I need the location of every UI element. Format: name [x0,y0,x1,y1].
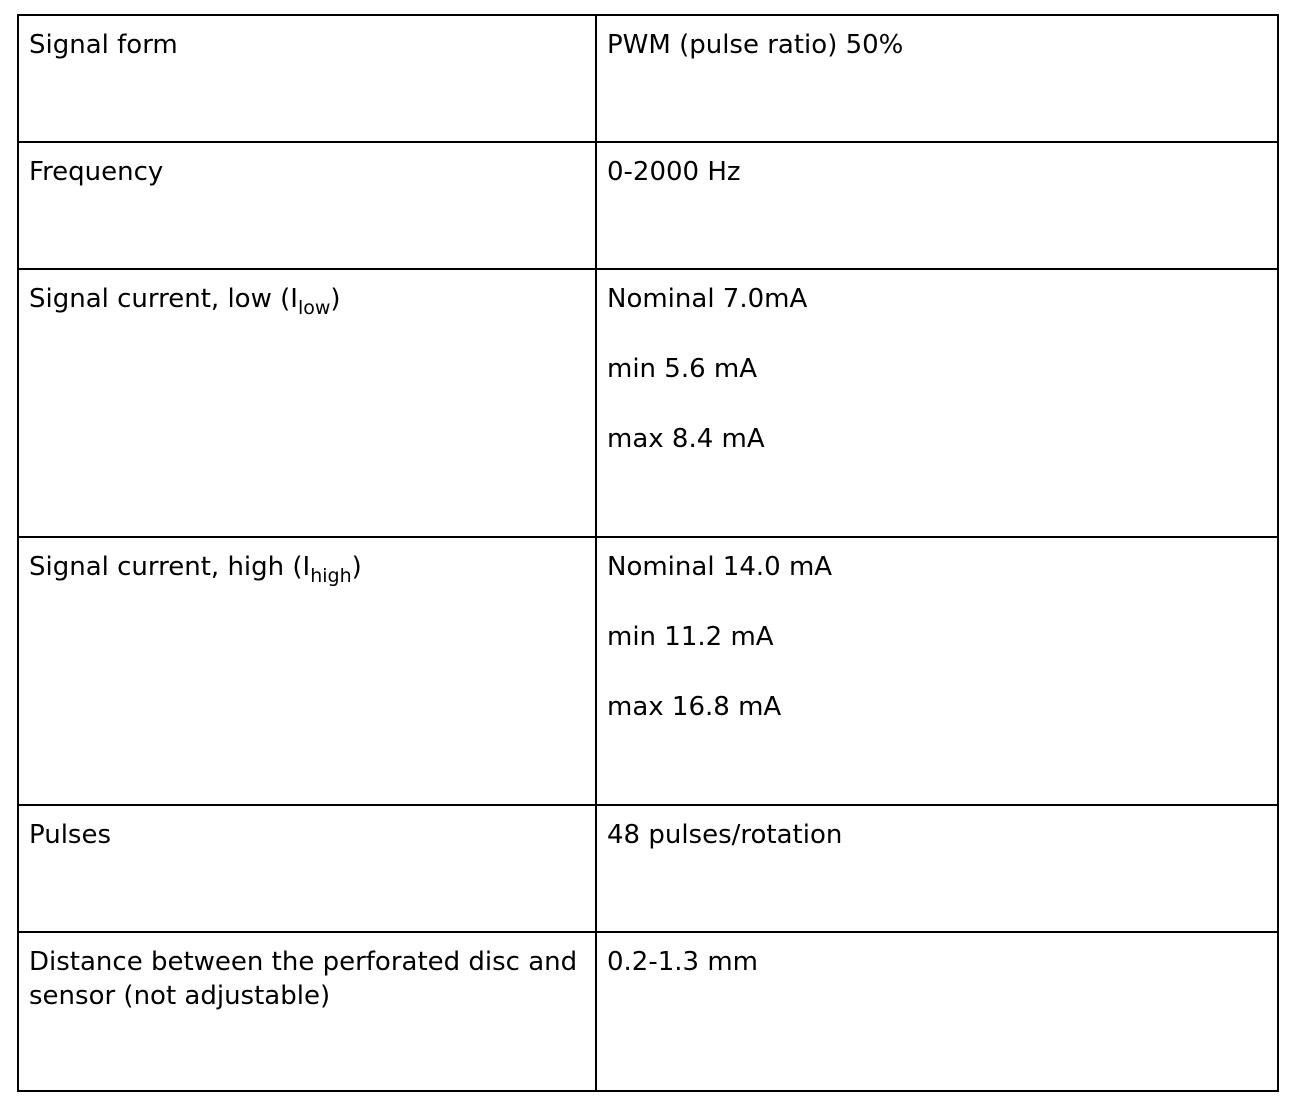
row-value-cell [596,932,1278,1091]
row-label-cell [18,15,596,142]
table-row [18,537,1278,805]
nominal-value: Nominal 14.0 mA [607,552,833,582]
table-row [18,932,1278,1091]
specification-table [17,14,1279,1092]
row-value: 48 pulses/rotation [607,820,843,850]
max-value: max 8.4 mA [607,424,765,454]
min-value: min 5.6 mA [607,354,758,384]
row-label-cell [18,269,596,537]
row-label: Frequency [29,157,164,187]
row-value: 0.2-1.3 mm [607,947,758,977]
row-label-cell [18,537,596,805]
row-label: Signal current, low $(I_{low})$ [29,284,341,319]
subscript-low: low [297,297,331,319]
row-label: Signal form [29,30,178,60]
row-label: Signal current, high $(I_{high})$ [29,552,362,587]
row-value-cell [596,142,1278,269]
row-label-cell [18,142,596,269]
table-row [18,269,1278,537]
row-value: 0-2000 Hz [607,157,741,187]
row-value: PWM (pulse ratio) 50% [607,30,904,60]
nominal-value: Nominal 7.0mA [607,284,808,314]
table-row [18,142,1278,269]
row-label: Distance between the perforated disc and sensor (not adjustable) [29,947,578,1011]
max-value: max 16.8 mA [607,692,782,722]
row-label-cell [18,805,596,932]
table-row [18,15,1278,142]
row-value-cell [596,269,1278,537]
row-label: Pulses [29,820,112,850]
table-row [18,805,1278,932]
row-value-cell [596,15,1278,142]
row-value-cell [596,805,1278,932]
row-value-cell [596,537,1278,805]
subscript-high: high [310,565,352,587]
row-label-cell [18,932,596,1091]
min-value: min 11.2 mA [607,622,774,652]
